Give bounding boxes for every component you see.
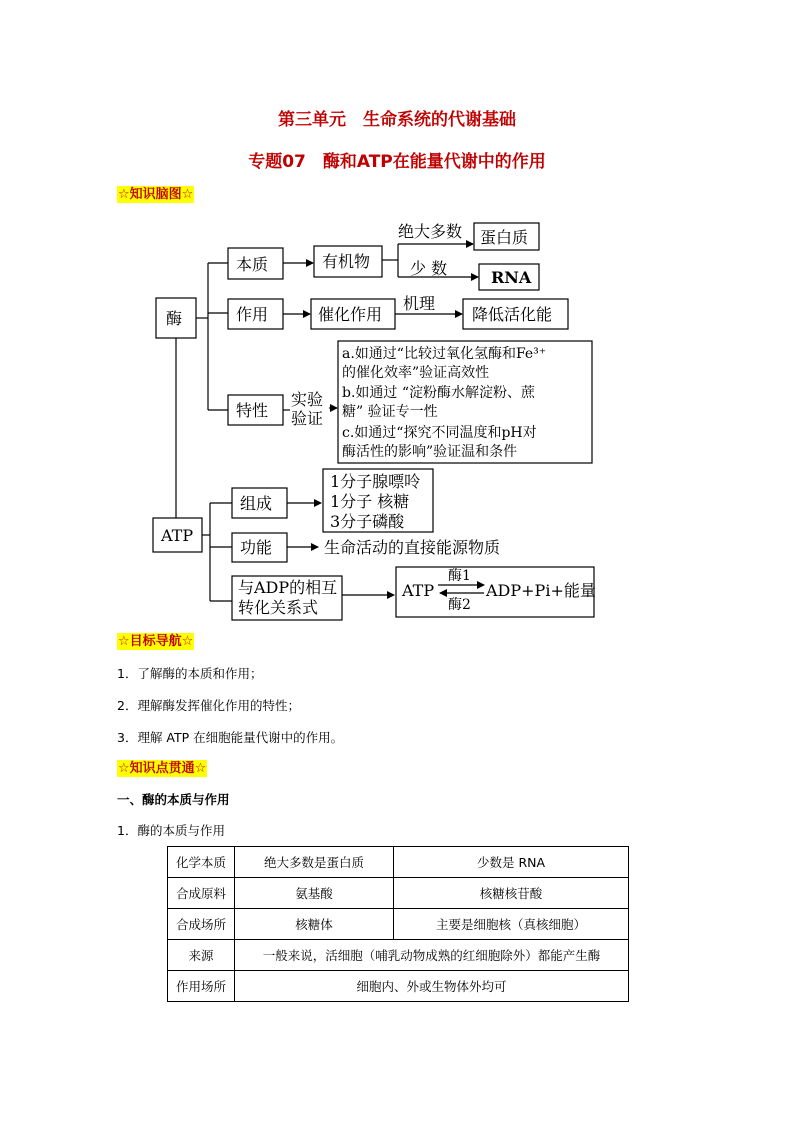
property-b-line1: b.如通过 “淀粉酶水解淀粉、蔗 <box>342 385 536 401</box>
composition-item-3: 3分子磷酸 <box>330 512 405 531</box>
property-a-line2: 的催化效率”验证高效性 <box>342 365 490 381</box>
experiment-label-2: 验证 <box>291 409 324 428</box>
property-label: 特性 <box>236 401 269 420</box>
enzyme-label: 酶 <box>166 309 183 328</box>
table-cell: 化学本质 <box>168 847 235 878</box>
atp-function-label: 功能 <box>240 538 273 557</box>
essence-label: 本质 <box>236 255 269 274</box>
organic-label: 有机物 <box>322 252 371 271</box>
table-cell: 来源 <box>168 940 235 971</box>
rna-label: RNA <box>491 268 532 287</box>
table-cell: 合成场所 <box>168 909 235 940</box>
equation-enzyme-2: 酶2 <box>448 597 471 613</box>
conversion-label-1: 与ADP的相互 <box>238 578 338 597</box>
objective-item: 1．了解酶的本质和作用； <box>117 666 263 681</box>
table-row <box>168 847 629 878</box>
table-row <box>168 878 629 909</box>
section-one-subheading: 1．酶的本质与作用 <box>117 823 225 838</box>
experiment-label-1: 实验 <box>291 390 324 409</box>
composition-item-2: 1分子 核糖 <box>330 492 410 511</box>
property-c-line1: c.如通过“探究不同温度和pH对 <box>342 425 537 441</box>
table-cell: 主要是细胞核（真核细胞） <box>394 909 629 940</box>
table-row <box>168 971 629 1002</box>
function-label: 作用 <box>236 305 269 324</box>
table-cell: 绝大多数是蛋白质 <box>235 847 394 878</box>
enzyme-table <box>167 846 629 1002</box>
table-row <box>168 909 629 940</box>
conversion-label-2: 转化关系式 <box>238 598 319 617</box>
table-cell: 核糖核苷酸 <box>394 878 629 909</box>
composition-label: 组成 <box>240 494 273 513</box>
lower-energy-label: 降低活化能 <box>472 305 553 324</box>
equation-atp: ATP <box>402 581 435 600</box>
mechanism-label: 机理 <box>403 294 436 313</box>
property-a-line1: a.如通过“比较过氧化氢酶和Fe³⁺ <box>342 346 547 362</box>
catalysis-label: 催化作用 <box>318 305 383 324</box>
protein-label: 蛋白质 <box>480 228 529 247</box>
property-c-line2: 酶活性的影响”验证温和条件 <box>342 444 518 460</box>
most-label: 绝大多数 <box>398 222 463 241</box>
section-one-heading: 一、酶的本质与作用 <box>117 792 230 807</box>
unit-title: 第三单元 生命系统的代谢基础 <box>278 110 516 130</box>
table-cell: 细胞内、外或生物体外均可 <box>235 971 629 1002</box>
atp-label: ATP <box>161 526 194 545</box>
atp-function-desc: 生命活动的直接能源物质 <box>324 538 501 557</box>
knowledge-heading: ☆知识点贯通☆ <box>118 761 207 776</box>
table-cell: 氨基酸 <box>235 878 394 909</box>
equation-products: ADP+Pi+能量 <box>486 581 596 600</box>
few-label: 少 数 <box>410 259 448 278</box>
equation-enzyme-1: 酶1 <box>448 568 471 584</box>
objective-item: 2．理解酶发挥催化作用的特性； <box>117 698 300 713</box>
mindmap-heading: ☆知识脑图☆ <box>118 187 194 202</box>
table-row <box>168 940 629 971</box>
table-cell: 少数是 RNA <box>394 847 629 878</box>
objective-item: 3．理解 ATP 在细胞能量代谢中的作用。 <box>117 730 344 745</box>
composition-item-1: 1分子腺嘌呤 <box>330 472 421 491</box>
table-cell: 合成原料 <box>168 878 235 909</box>
property-b-line2: 糖” 验证专一性 <box>342 404 438 420</box>
table-cell: 核糖体 <box>235 909 394 940</box>
table-cell: 一般来说，活细胞（哺乳动物成熟的红细胞除外）都能产生酶 <box>235 940 629 971</box>
objectives-heading: ☆目标导航☆ <box>118 634 194 649</box>
table-cell: 作用场所 <box>168 971 235 1002</box>
topic-title: 专题07 酶和ATP在能量代谢中的作用 <box>248 152 546 172</box>
